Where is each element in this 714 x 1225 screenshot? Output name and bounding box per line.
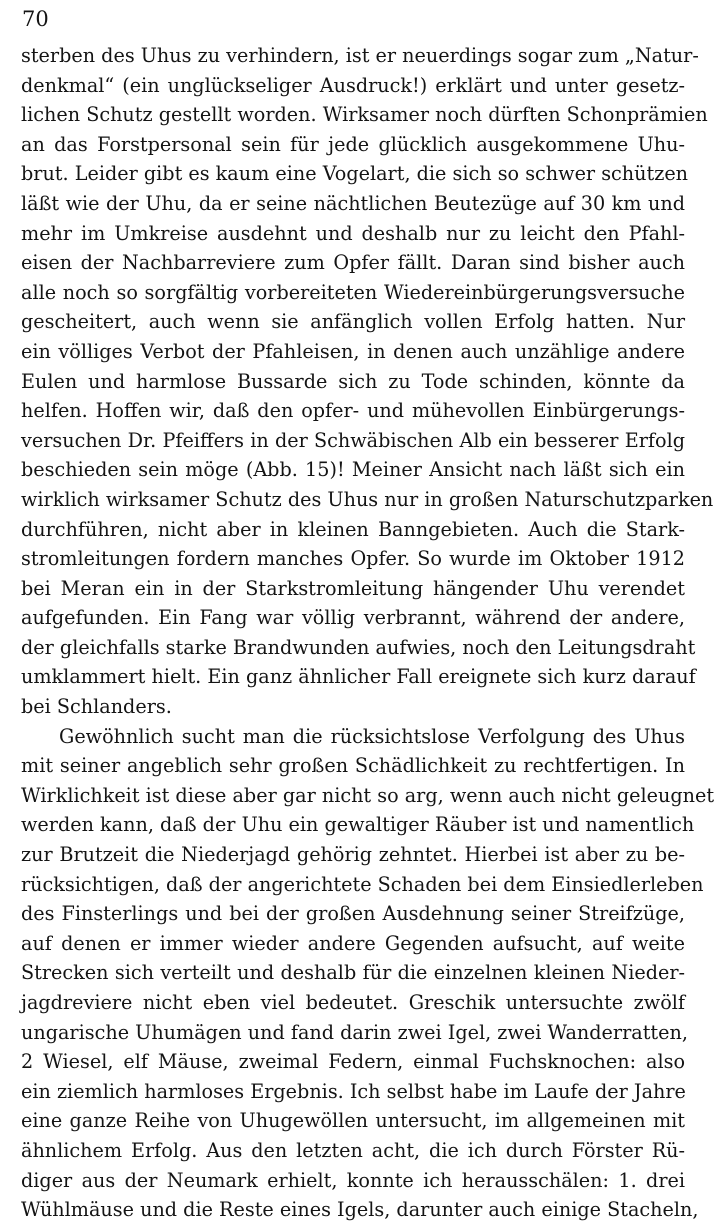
- text-line: denkmal“ (ein unglückseliger Ausdruck!) erklärt und unter gesetz-: [21, 73, 685, 97]
- text-line: ähnlichem Erfolg. Aus den letzten acht, die ich durch Förster Rü-: [21, 1138, 685, 1162]
- text-line: ein völliges Verbot der Pfahleisen, in denen auch unzählige andere: [21, 339, 685, 363]
- text-line: mit seiner angeblich sehr großen Schädlichkeit zu rechtfertigen. In: [21, 754, 685, 778]
- text-line: läßt wie der Uhu, da er seine nächtlichen Beutezüge auf 30 km und: [21, 191, 685, 215]
- text-line: aufgefunden. Ein Fang war völlig verbrannt, während der andere,: [21, 606, 685, 630]
- text-line: mehr im Umkreise ausdehnt und deshalb nur zu leicht den Pfahl-: [21, 221, 685, 245]
- body-text: [21, 41, 714, 1225]
- text-line: helfen. Hoffen wir, daß den opfer- und mühevollen Einbürgerungs-: [21, 399, 685, 423]
- text-line: diger aus der Neumark erhielt, konnte ich herausschälen: 1. drei: [21, 1168, 685, 1192]
- text-line: stromleitungen fordern manches Opfer. So wurde im Oktober 1912: [21, 547, 685, 571]
- text-line: Eulen und harmlose Bussarde sich zu Tode schinden, könnte da: [21, 369, 685, 393]
- text-line: Strecken sich verteilt und deshalb für die einzelnen kleinen Nieder-: [21, 961, 685, 985]
- text-line: ungarische Uhumägen und fand darin zwei Igel, zwei Wanderratten,: [21, 1020, 688, 1044]
- text-line: Wühlmäuse und die Reste eines Igels, darunter auch einige Stacheln,: [21, 1198, 699, 1222]
- text-line: rücksichtigen, daß der angerichtete Schaden bei dem Einsiedlerleben: [21, 872, 704, 896]
- page-number: 70: [22, 7, 49, 31]
- text-line: eisen der Nachbarreviere zum Opfer fällt. Daran sind bisher auch: [21, 251, 685, 275]
- text-line: an das Forstpersonal sein für jede glücklich ausgekommene Uhu-: [21, 132, 685, 156]
- text-line: der gleichfalls starke Brandwunden aufwies, noch den Leitungsdraht: [21, 635, 696, 659]
- text-line: des Finsterlings und bei der großen Ausdehnung seiner Streifzüge,: [21, 902, 685, 926]
- text-line: alle noch so sorgfältig vorbereiteten Wiedereinbürgerungsversuche: [21, 280, 685, 304]
- text-line: auf denen er immer wieder andere Gegenden aufsucht, auf weite: [21, 931, 685, 955]
- text-line: wirklich wirksamer Schutz des Uhus nur in großen Naturschutzparken: [21, 487, 714, 511]
- text-line: bei Schlanders.: [21, 695, 172, 719]
- text-line: umklammert hielt. Ein ganz ähnlicher Fall ereignete sich kurz darauf: [21, 665, 696, 689]
- text-line: brut. Leider gibt es kaum eine Vogelart, die sich so schwer schützen: [21, 162, 689, 186]
- text-line: durchführen, nicht aber in kleinen Banngebieten. Auch die Stark-: [21, 517, 685, 541]
- text-line: zur Brutzeit die Niederjagd gehörig zehntet. Hierbei ist aber zu be-: [21, 843, 685, 867]
- text-line: bei Meran ein in der Starkstromleitung hängender Uhu verendet: [21, 576, 685, 600]
- text-line: 2 Wiesel, elf Mäuse, zweimal Federn, einmal Fuchsknochen: also: [21, 1050, 685, 1074]
- text-line: jagdreviere nicht eben viel bedeutet. Greschik untersuchte zwölf: [21, 991, 685, 1014]
- text-line: gescheitert, auch wenn sie anfänglich vollen Erfolg hatten. Nur: [21, 310, 685, 334]
- text-line: eine ganze Reihe von Uhugewöllen untersucht, im allgemeinen mit: [21, 1109, 685, 1133]
- text-line: Wirklichkeit ist diese aber gar nicht so arg, wenn auch nicht geleugnet: [21, 783, 714, 807]
- text-line: werden kann, daß der Uhu ein gewaltiger Räuber ist und namentlich: [21, 813, 695, 837]
- text-line: ein ziemlich harmloses Ergebnis. Ich selbst habe im Laufe der Jahre: [21, 1079, 686, 1103]
- text-line: lichen Schutz gestellt worden. Wirksamer noch dürften Schonprämien: [21, 103, 708, 127]
- text-line: Gewöhnlich sucht man die rücksichtslose Verfolgung des Uhus: [59, 724, 685, 748]
- text-line: beschieden sein möge (Abb. 15)! Meiner Ansicht nach läßt sich ein: [21, 458, 685, 482]
- text-line: versuchen Dr. Pfeiffers in der Schwäbischen Alb ein besserer Erfolg: [21, 428, 685, 452]
- text-line: sterben des Uhus zu verhindern, ist er neuerdings sogar zum „Natur-: [21, 44, 699, 67]
